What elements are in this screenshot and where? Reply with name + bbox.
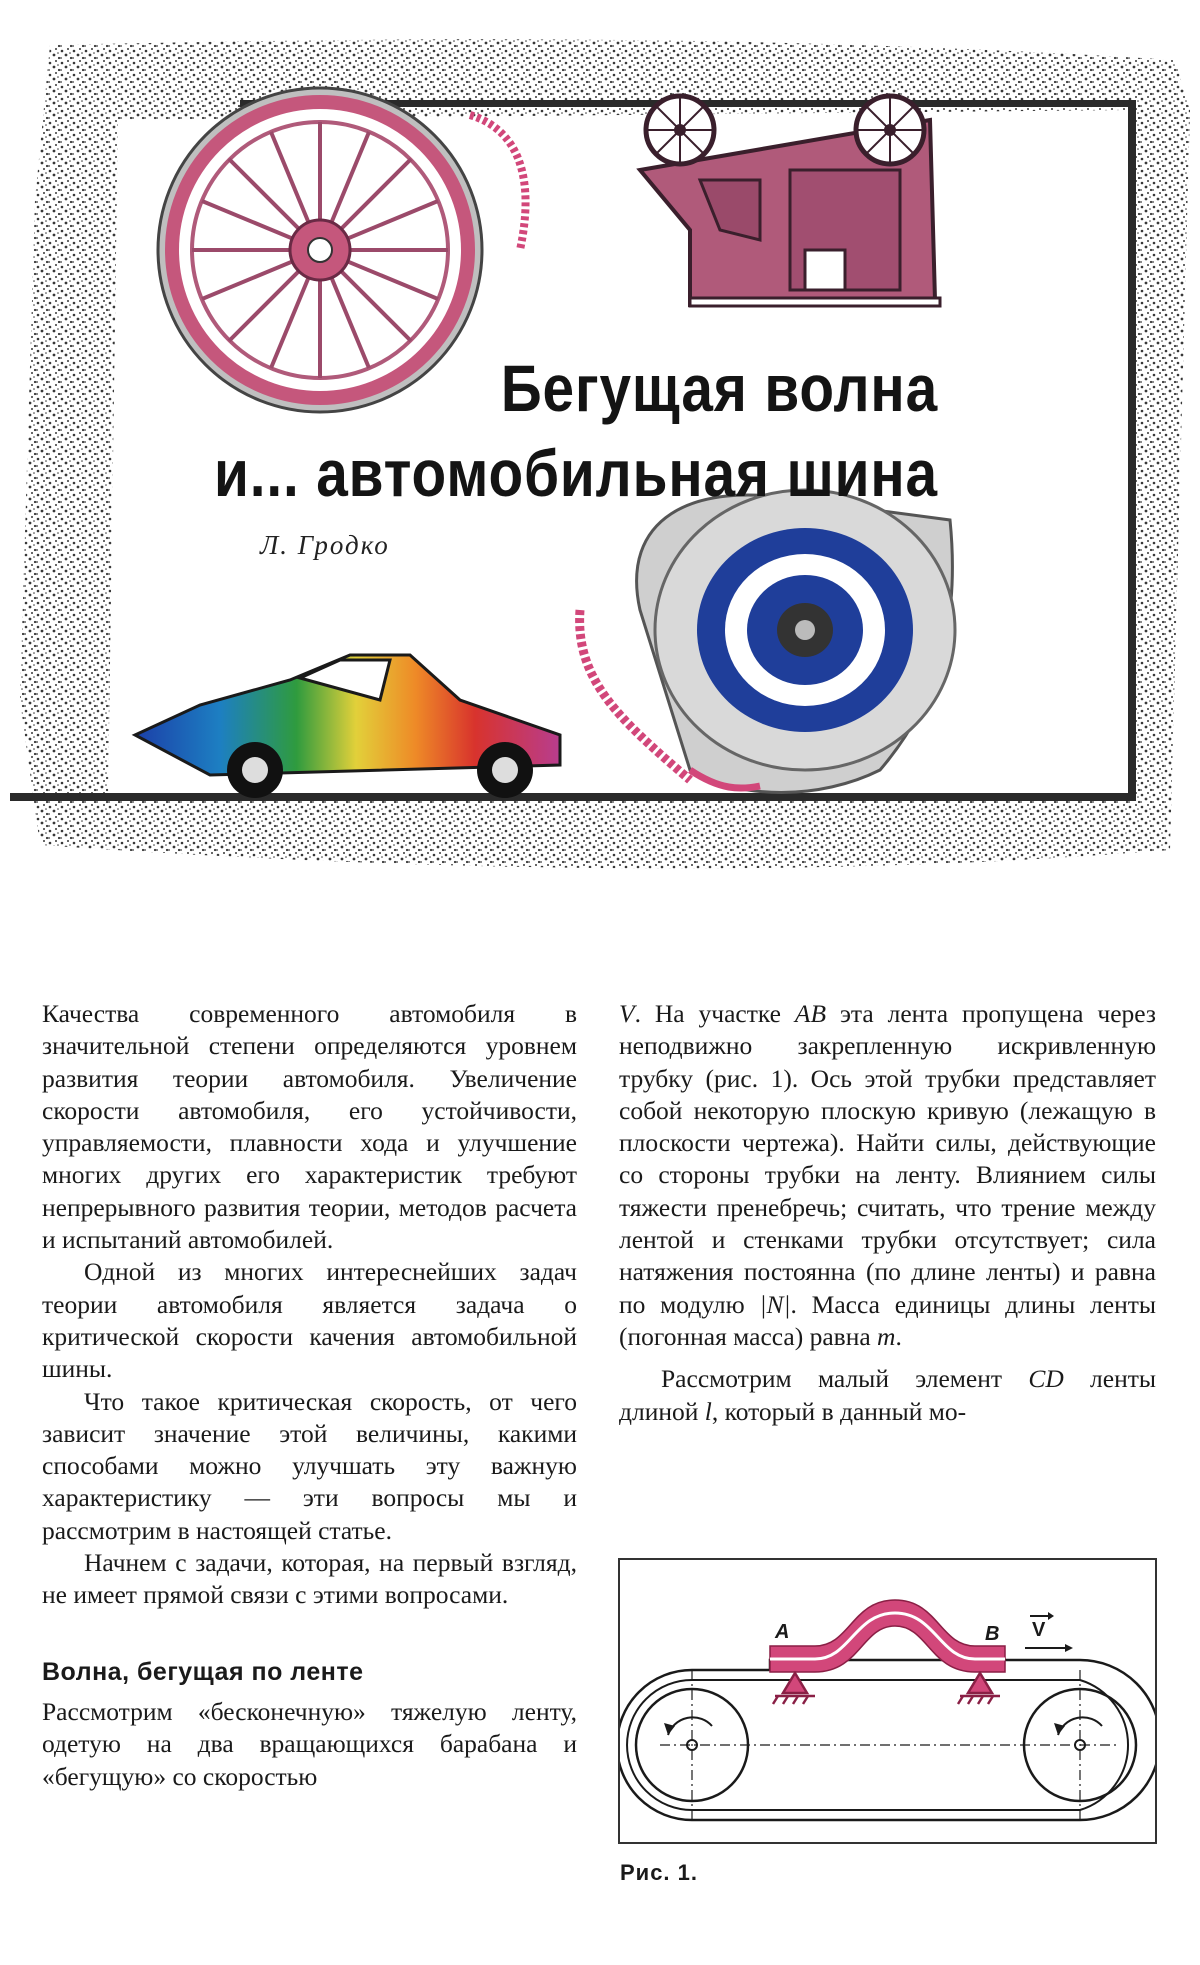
- sports-car-illustration: [135, 655, 560, 798]
- road-line: [10, 793, 1136, 801]
- belt-loop: [692, 1710, 1140, 1830]
- tube-support-right: [958, 1673, 1000, 1704]
- road-line-white: [140, 786, 1120, 792]
- article-title-line-2: и... автомобильная шина: [213, 436, 938, 510]
- figure-1: [618, 1558, 1157, 1844]
- paragraph-1: Качества современного автомобиля в значительной степени определяются уровнем развития теории автомобиля. Увеличение скорости автомобиля, его устойчивости, управляемости, плавности хода и улучшение многих других его характеристик требуют непрерывного развития теории, методов расчета и испытаний автомобилей.: [42, 999, 577, 1255]
- paragraph-5: Рассмотрим «бесконечную» тяжелую ленту, одетую на два вращающихся барабана и «бегущую» со скоростью: [42, 1696, 577, 1791]
- paragraph-6: [619, 998, 1156, 1353]
- article-author: Л. Гродко: [260, 530, 390, 560]
- carriage-illustration: [640, 96, 940, 306]
- text-run: Рассмотрим малый элемент: [661, 1364, 1029, 1394]
- text-run: . Масса единицы длины ленты (погонная масса) равна: [619, 1289, 1156, 1351]
- symbol-cd: CD: [1028, 1364, 1064, 1394]
- symbol-n-modulus: |N|: [759, 1289, 791, 1319]
- figure-caption: Рис. 1.: [620, 1860, 699, 1885]
- tire-illustration: [637, 490, 955, 793]
- label-v: V: [1032, 1619, 1046, 1641]
- label-a: A: [775, 1621, 790, 1643]
- paragraph-7: [619, 1363, 1156, 1428]
- symbol-m: m: [877, 1321, 896, 1351]
- text-run: .: [895, 1321, 902, 1351]
- label-b: B: [985, 1623, 1000, 1645]
- frame-right-rail: [1128, 100, 1136, 800]
- paragraph-4: Начнем с задачи, которая, на первый взгляд, не имеет прямой связи с этими вопросами.: [42, 1548, 577, 1610]
- symbol-ab: AB: [794, 999, 827, 1028]
- symbol-v: V: [619, 999, 635, 1028]
- paragraph-2: Одной из многих интереснейших задач теории автомобиля является задача о критической скорости качения автомобильной шины.: [42, 1257, 577, 1384]
- text-run: , который в данный мо-: [711, 1396, 967, 1426]
- text-run: эта лента пропущена через неподвижно закрепленную искривленную трубку (рис. 1). Ось этой трубки представляет собой некоторую плоскую кривую (лежащую в плоскости чертежа). Найти силы, действующие со стороны трубки на ленту. Влиянием силы тяжести пренебречь; считать, что трение между лентой и стенками трубки отсутствует; сила натяжения постоянна (по длине ленты) и равна по модулю: [619, 999, 1156, 1319]
- paragraph-3: Что такое критическая скорость, от чего зависит значение этой величины, какими способами можно улучшать эту важную характеристику — эти вопросы мы и рассмотрим в настоящей статье.: [42, 1386, 577, 1545]
- symbol-l: l: [704, 1396, 712, 1426]
- tube-support-left: [773, 1673, 815, 1704]
- left-column: [42, 998, 577, 1793]
- section-heading: Волна, бегущая по ленте: [42, 1657, 364, 1686]
- belt-diagram: [620, 1560, 1155, 1842]
- article-title-line-1: Бегущая волна: [500, 351, 938, 425]
- text-run: ленты длиной: [619, 1364, 1156, 1426]
- text-run: . На участке: [634, 999, 795, 1028]
- right-column: [619, 998, 1156, 1428]
